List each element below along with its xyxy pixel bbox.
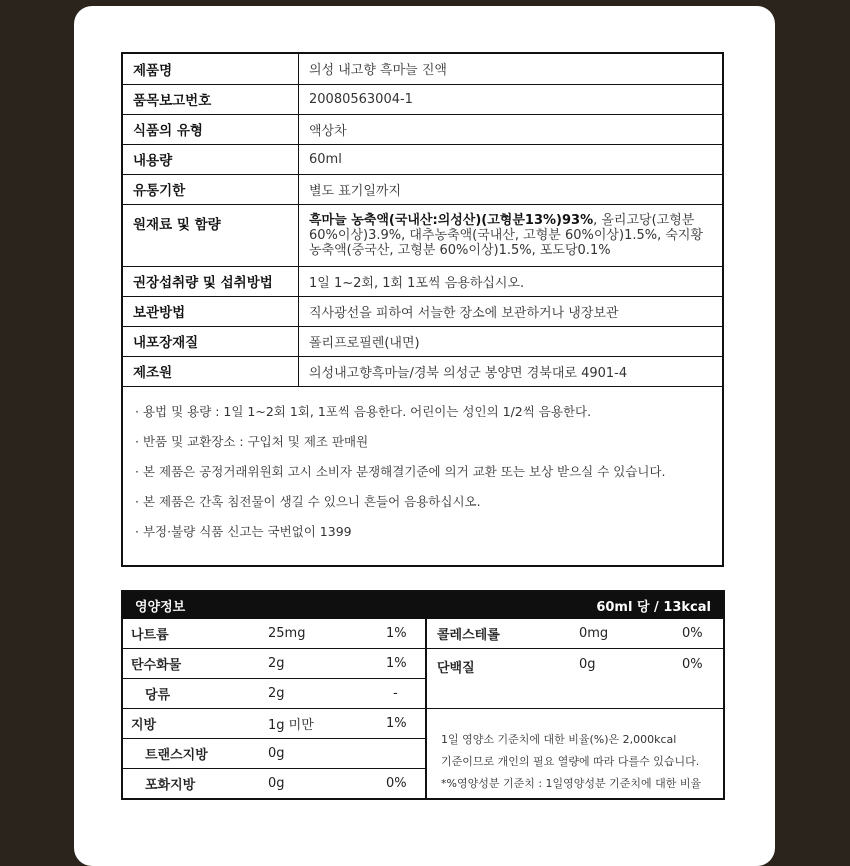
nutrient-name: 나트륨 (131, 628, 169, 643)
ingredients-value (299, 204, 723, 266)
info-row (123, 326, 722, 356)
info-value: 60ml (299, 144, 723, 174)
nutrient-name: 당류 (145, 688, 171, 703)
info-key: 제조원 (123, 356, 299, 386)
info-value: 폴리프로필렌(내면) (299, 326, 723, 356)
nutrition-serving: 60ml 당 / 13kcal (596, 600, 711, 615)
note-item: · 용법 및 용량 : 1일 1~2회 1회, 1포씩 음용한다. 어린이는 성인의 1/2씩 음용한다. (135, 403, 592, 419)
info-value: 1일 1~2회, 1회 1포씩 음용하십시오. (299, 266, 723, 296)
ingredients-main: 흑마늘 농축액(국내산:의성산)(고형분13%)93% (309, 212, 594, 228)
info-key: 품목보고번호 (123, 84, 299, 114)
nutrient-pct: 0% (386, 776, 407, 791)
nutrient-amount: 0g (579, 657, 596, 672)
nutrient-row (123, 649, 425, 679)
info-value: 직사광선을 피하여 서늘한 장소에 보관하거나 냉장보관 (299, 296, 723, 326)
info-value: 의성 내고향 흑마늘 진액 (299, 54, 723, 84)
info-key: 유통기한 (123, 174, 299, 204)
nutrition-box (121, 590, 725, 800)
ingredients-key: 원재료 및 함량 (123, 204, 299, 266)
info-row (123, 144, 722, 174)
info-value: 20080563004-1 (299, 84, 723, 114)
notes-list (123, 387, 722, 547)
nutrient-amount: 0g (268, 746, 285, 761)
info-value: 의성내고향흑마늘/경북 의성군 봉양면 경북대로 4901-4 (299, 356, 723, 386)
info-key: 내포장재질 (123, 326, 299, 356)
nutrition-header (123, 592, 723, 619)
nutrient-row (427, 649, 725, 709)
nutrient-row (123, 739, 425, 769)
nutrient-amount: 25mg (268, 626, 306, 641)
ingredients-rest: , 올리고당(고형분 60%이상)3.9%, 대추농축액(국내산, 고형분 60%이상)1.5%, 숙지황농축액(중국산, 고형분 60%이상)1.5%, 포도당0.1% (309, 212, 704, 258)
nutrition-title: 영양정보 (135, 600, 186, 615)
nutrient-pct: 1% (386, 656, 407, 671)
info-row (123, 114, 722, 144)
nutrient-row (123, 679, 425, 709)
nutrition-note: 기준이므로 개인의 필요 열량에 따라 다를수 있습니다. (441, 755, 700, 768)
note-item: · 반품 및 교환장소 : 구입처 및 제조 판매원 (135, 433, 369, 449)
nutrition-notes (427, 709, 725, 798)
nutrient-name: 지방 (131, 718, 157, 733)
info-key: 식품의 유형 (123, 114, 299, 144)
nutrition-body (123, 619, 723, 798)
nutrient-name: 트랜스지방 (145, 748, 208, 763)
note-item: · 부정·불량 식품 신고는 국번없이 1399 (135, 523, 352, 539)
nutrient-name: 포화지방 (145, 778, 196, 793)
nutrient-row (123, 619, 425, 649)
nutrient-amount: 1g 미만 (268, 718, 314, 733)
nutrient-name: 콜레스테롤 (437, 628, 500, 643)
nutrient-amount: 2g (268, 686, 285, 701)
info-row (123, 296, 722, 326)
nutrient-name: 탄수화물 (131, 658, 182, 673)
nutrient-row (427, 619, 725, 649)
note-item: · 본 제품은 간혹 침전물이 생길 수 있으니 흔들어 음용하십시오. (135, 493, 481, 509)
info-value: 액상차 (299, 114, 723, 144)
info-row (123, 266, 722, 296)
nutrient-pct: 0% (682, 657, 703, 672)
nutrient-pct: 1% (386, 626, 407, 641)
nutrient-amount: 2g (268, 656, 285, 671)
nutrition-note: 1일 영양소 기준치에 대한 비율(%)은 2,000kcal (441, 733, 677, 746)
info-row (123, 356, 722, 386)
nutrient-pct: 0% (682, 626, 703, 641)
product-info-table (123, 54, 722, 387)
product-info-box (121, 52, 724, 567)
nutrient-row (123, 769, 425, 798)
nutrient-row (123, 709, 425, 739)
info-row (123, 54, 722, 84)
nutrient-pct: - (393, 686, 398, 701)
nutrient-pct: 1% (386, 716, 407, 731)
nutrition-note: *%영양성분 기준치 : 1일영양성분 기준치에 대한 비율 (441, 777, 702, 790)
info-value: 별도 표기일까지 (299, 174, 723, 204)
nutrient-amount: 0mg (579, 626, 609, 641)
info-key: 보관방법 (123, 296, 299, 326)
ingredients-row (123, 204, 722, 266)
info-key: 권장섭취량 및 섭취방법 (123, 266, 299, 296)
nutrient-name: 단백질 (437, 661, 475, 676)
info-row (123, 84, 722, 114)
info-key: 내용량 (123, 144, 299, 174)
info-row (123, 174, 722, 204)
info-key: 제품명 (123, 54, 299, 84)
nutrient-amount: 0g (268, 776, 285, 791)
note-item: · 본 제품은 공정거래위원회 고시 소비자 분쟁해결기준에 의거 교환 또는 보상 받으실 수 있습니다. (135, 463, 666, 479)
